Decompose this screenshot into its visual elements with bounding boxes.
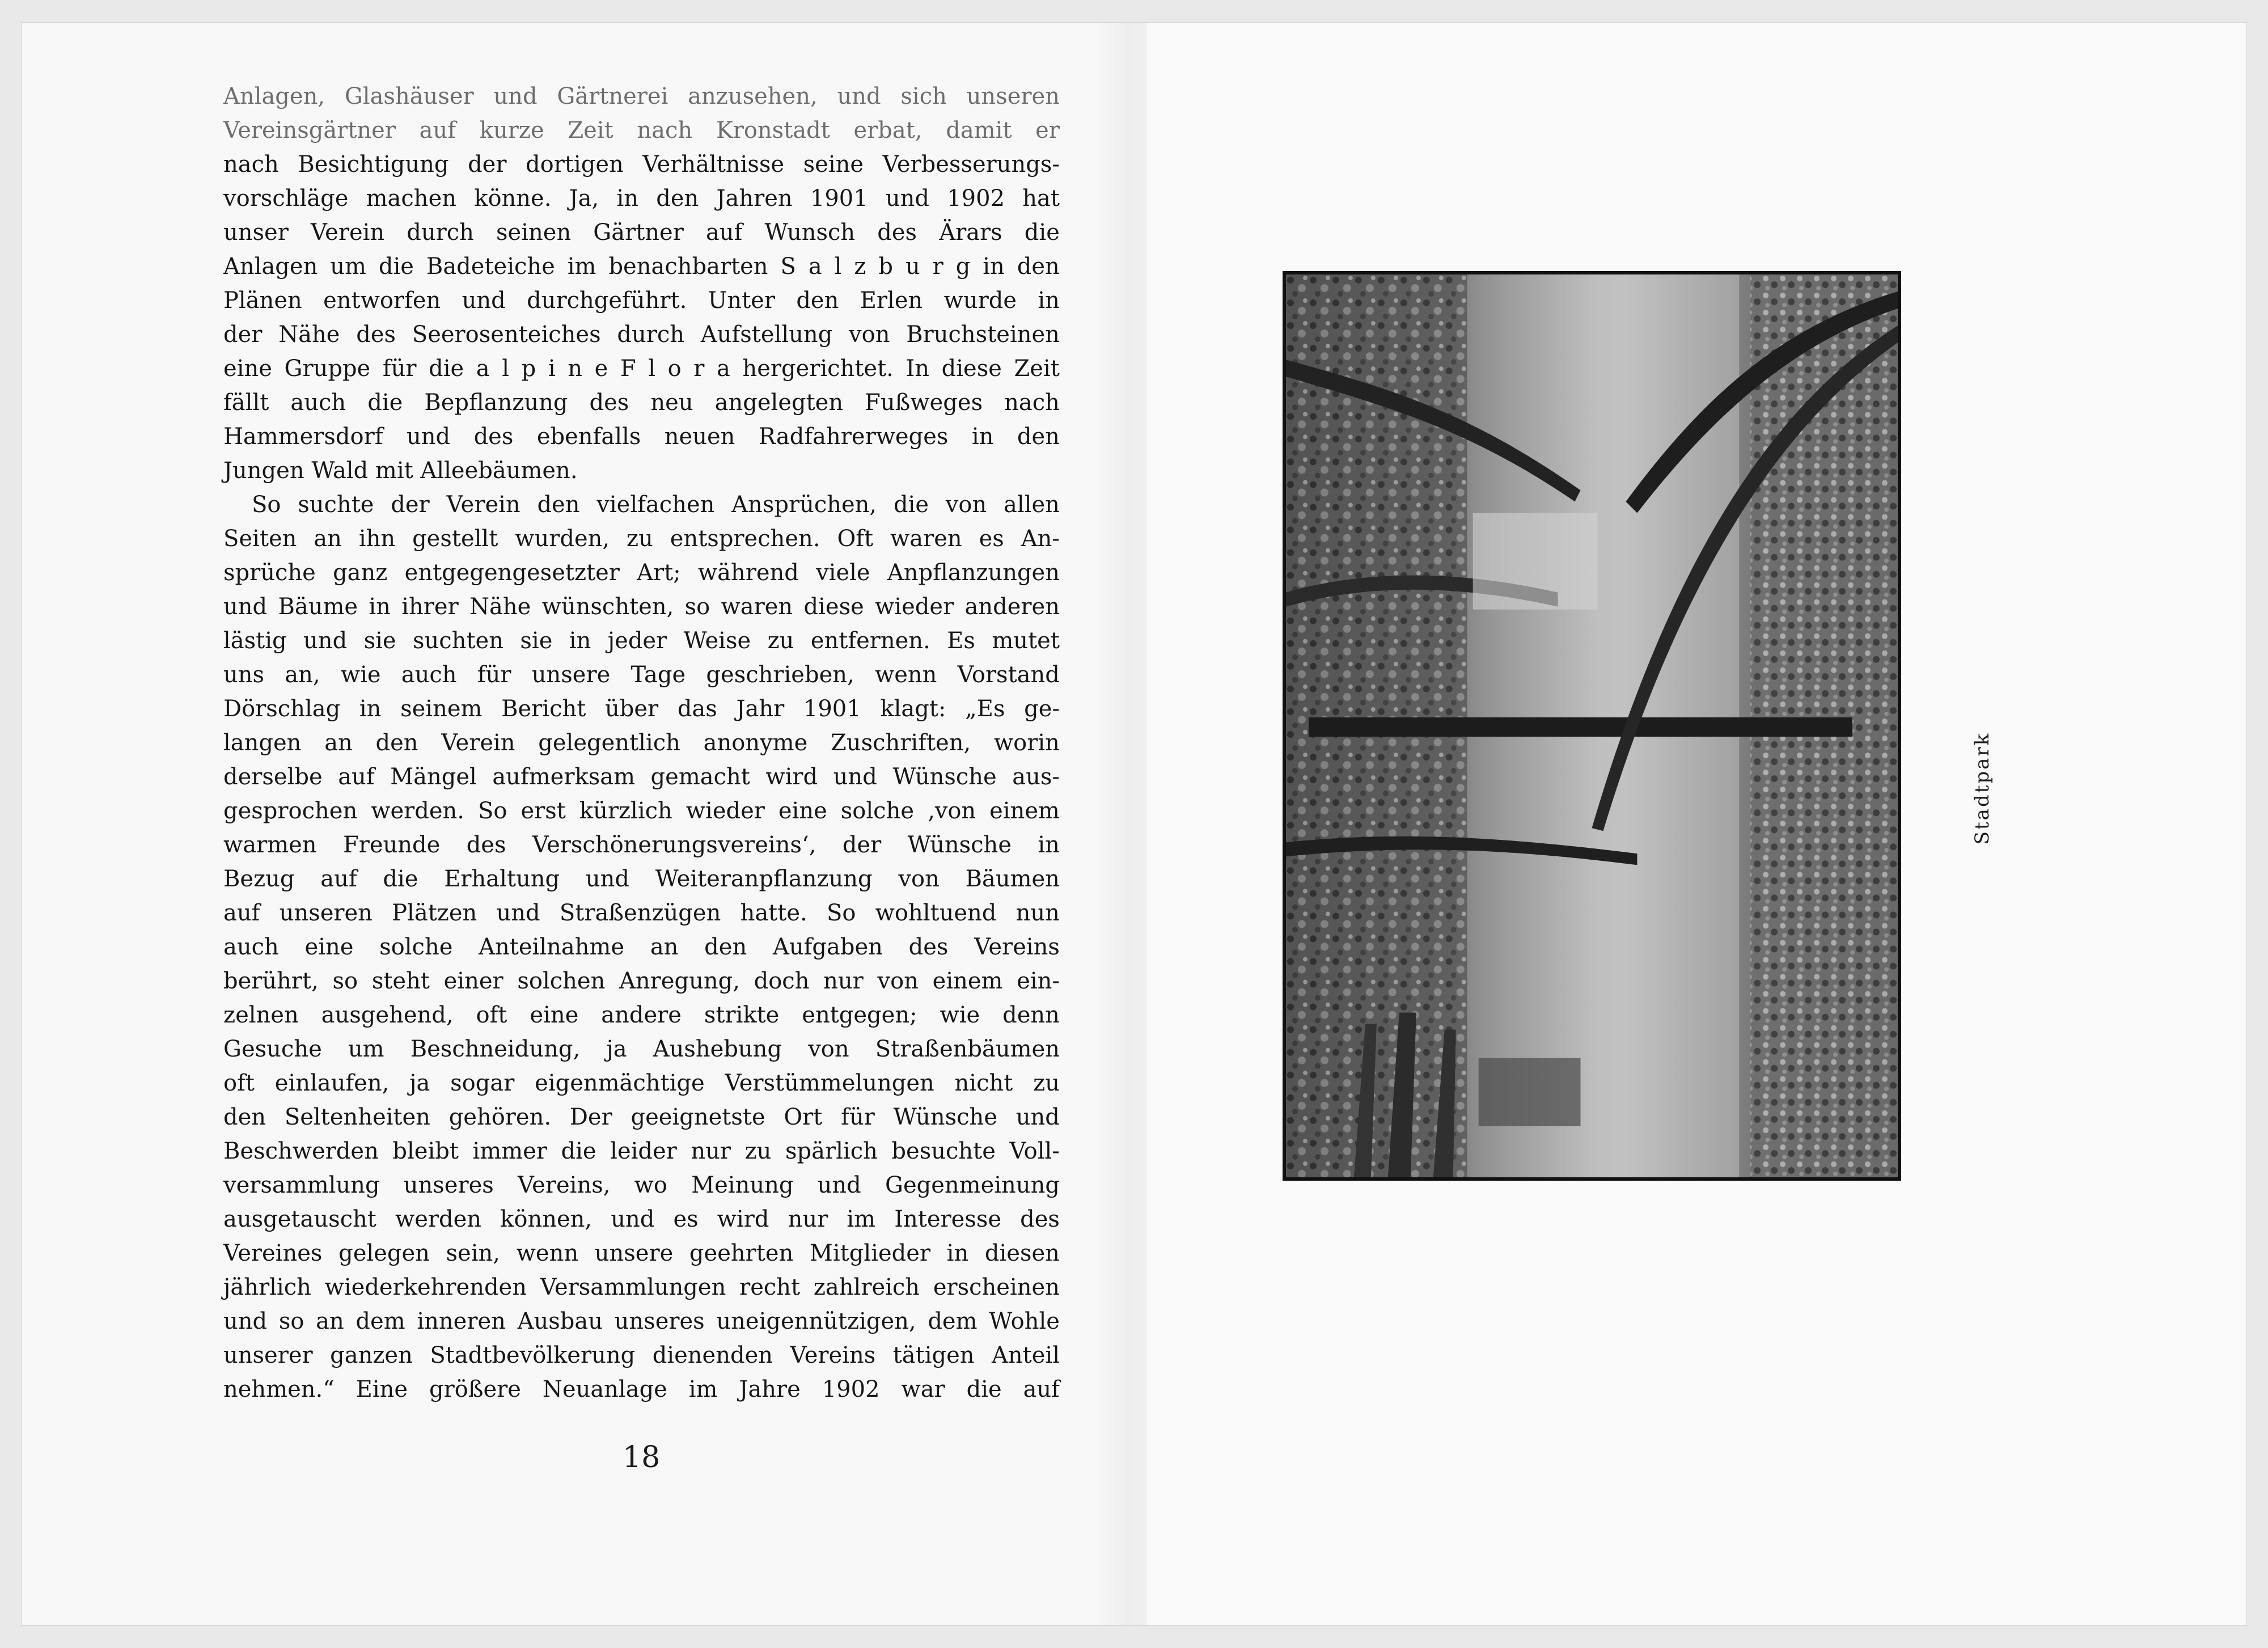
text-line: ausgetauscht werden können, und es wird nur im Interesse des: [223, 1206, 1060, 1232]
text-line: Dörschlag in seinem Bericht über das Jahr 1901 klagt: „Es ge-: [223, 696, 1060, 722]
page-number: 18: [623, 1440, 661, 1474]
park-photograph: [1283, 271, 1901, 1181]
photo-caption: [1972, 720, 1992, 856]
left-page: [22, 23, 1122, 1625]
text-line: versammlung unseres Vereins, wo Meinung und Gegenmeinung: [223, 1172, 1060, 1198]
text-line: Vereines gelegen sein, wenn unsere geehrten Mitglieder in diesen: [223, 1240, 1060, 1266]
caption-text: Stadtpark: [1971, 732, 1994, 845]
text-line: Bezug auf die Erhaltung und Weiteranpflanzung von Bäumen: [223, 866, 1060, 892]
text-line: Gesuche um Beschneidung, ja Aushebung von Straßenbäumen: [223, 1036, 1060, 1062]
text-line: lästig und sie suchten sie in jeder Weise zu entfernen. Es mutet: [223, 628, 1060, 654]
text-line: warmen Freunde des Verschönerungsvereins‘, der Wünsche in: [223, 832, 1060, 858]
text-line: sprüche ganz entgegengesetzter Art; während viele Anpflanzungen: [223, 560, 1060, 586]
text-line: Anlagen um die Badeteiche im benachbarten S a l z b u r g in den: [223, 253, 1060, 280]
text-line: So suchte der Verein den vielfachen Ansprüchen, die von allen: [252, 492, 1060, 518]
text-line: langen an den Verein gelegentlich anonyme Zuschriften, worin: [223, 730, 1060, 756]
text-line: fällt auch die Bepflanzung des neu angelegten Fußweges nach: [223, 390, 1060, 416]
text-line: unserer ganzen Stadtbevölkerung dienenden Vereins tätigen Anteil: [223, 1342, 1060, 1368]
text-line: uns an, wie auch für unsere Tage geschrieben, wenn Vorstand: [223, 662, 1060, 688]
text-line: Beschwerden bleibt immer die leider nur zu spärlich besuchte Voll-: [223, 1138, 1060, 1164]
text-line: den Seltenheiten gehören. Der geeignetste Ort für Wünsche und: [223, 1104, 1060, 1130]
text-line: jährlich wiederkehrenden Versammlungen recht zahlreich erscheinen: [223, 1274, 1060, 1300]
text-line: zelnen ausgehend, oft eine andere strikte entgegen; wie denn: [223, 1002, 1060, 1028]
text-line: vorschläge machen könne. Ja, in den Jahren 1901 und 1902 hat: [223, 185, 1060, 212]
text-line: nach Besichtigung der dortigen Verhältnisse seine Verbesserungs-: [223, 151, 1060, 178]
text-line: derselbe auf Mängel aufmerksam gemacht wird und Wünsche aus-: [223, 764, 1060, 790]
text-line: auf unseren Plätzen und Straßenzügen hatte. So wohltuend nun: [223, 900, 1060, 926]
text-line: Jungen Wald mit Alleebäumen.: [223, 458, 578, 484]
text-line: und Bäume in ihrer Nähe wünschten, so waren diese wieder anderen: [223, 594, 1060, 620]
text-line: berührt, so steht einer solchen Anregung, doch nur von einem ein-: [223, 968, 1060, 994]
photo-image: [1286, 274, 1898, 1177]
text-line: oft einlaufen, ja sogar eigenmächtige Verstümmelungen nicht zu: [223, 1070, 1060, 1096]
text-line: eine Gruppe für die a l p i n e F l o r a hergerichtet. In diese Zeit: [223, 356, 1060, 382]
text-line: unser Verein durch seinen Gärtner auf Wunsch des Ärars die: [223, 219, 1060, 246]
book-spread: [22, 23, 2246, 1625]
text-line: und so an dem inneren Ausbau unseres uneigennützigen, dem Wohle: [223, 1308, 1060, 1334]
text-line: Plänen entworfen und durchgeführt. Unter den Erlen wurde in: [223, 288, 1060, 314]
text-line: der Nähe des Seerosenteiches durch Aufstellung von Bruchsteinen: [223, 322, 1060, 348]
text-line: Vereinsgärtner auf kurze Zeit nach Kronstadt erbat, damit er: [223, 117, 1060, 143]
text-line: Hammersdorf und des ebenfalls neuen Radfahrerweges in den: [223, 424, 1060, 450]
text-line: nehmen.“ Eine größere Neuanlage im Jahre 1902 war die auf: [223, 1376, 1060, 1402]
text-line: auch eine solche Anteilnahme an den Aufgaben des Vereins: [223, 934, 1060, 960]
text-line: Anlagen, Glashäuser und Gärtnerei anzusehen, und sich unseren: [223, 83, 1060, 109]
body-text: [223, 79, 1060, 1406]
text-line: Seiten an ihn gestellt wurden, zu entsprechen. Oft waren es An-: [223, 526, 1060, 552]
text-line: gesprochen werden. So erst kürzlich wieder eine solche ‚von einem: [223, 798, 1060, 824]
